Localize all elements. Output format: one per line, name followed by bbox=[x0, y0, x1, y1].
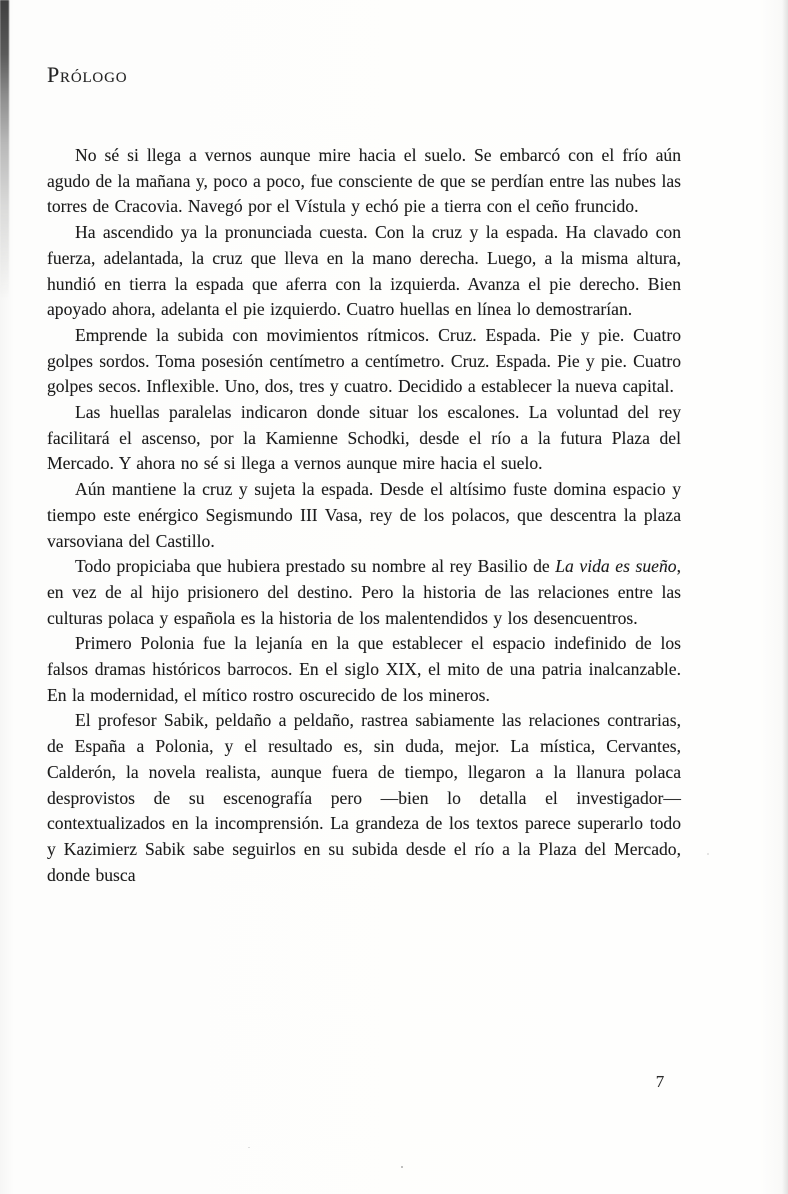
text-segment: Aún mantiene la cruz y sujeta la espada. Desde el altísimo fuste domina espacio y tiempo este enérgico Segismundo III Vasa, rey de los polacos, que descentra la plaza varsoviana del Castillo. bbox=[47, 479, 681, 551]
paragraph bbox=[47, 400, 681, 477]
text-segment: El profesor Sabik, peldaño a peldaño, rastrea sabiamente las relaciones contrarias, de España a Polonia, y el resultado es, sin duda, mejor. La mística, Cervantes, Calderón, la novela realista, aunque fuera de tiempo, llegaron a la llanura polaca desprovistos de su escenografía pero —bien lo detalla el investigador— contextualizados en la incomprensión. La grandeza de los textos parece superarlo todo y Kazimierz Sabik sabe seguirlos en su subida desde el río a la Plaza del Mercado, donde busca bbox=[47, 710, 681, 885]
scan-right-edge-shadow bbox=[782, 0, 788, 1194]
text-segment: Emprende la subida con movimientos rítmicos. Cruz. Espada. Pie y pie. Cuatro golpes sordos. Toma posesión centímetro a centímetro. Cruz. Espada. Pie y pie. Cuatro golpes secos. Inflexible. Uno, dos, tres y cuatro. Decidido a establecer la nueva capital. bbox=[47, 324, 681, 397]
text-segment: Primero Polonia fue la lejanía en la que establecer el espacio indefinido de los falsos dramas históricos barrocos. En el siglo XIX, el mito de una patria inalcanzable. En la modernidad, el mítico rostro oscurecido de los mineros. bbox=[47, 633, 681, 705]
scan-gutter-artifact bbox=[0, 0, 9, 300]
text-segment: Las huellas paralelas indicaron donde situar los escalones. La voluntad del rey facilitará el ascenso, por la Kamienne Schodki, desde el río a la futura Plaza del Mercado. Y ahora no sé si llega a vernos aunque mire hacia el suelo. bbox=[47, 402, 681, 474]
page-title: Prólogo bbox=[47, 62, 128, 87]
scan-speck bbox=[401, 1166, 403, 1168]
paragraph bbox=[47, 631, 681, 708]
text-body bbox=[47, 143, 681, 888]
page-number: 7 bbox=[655, 1072, 665, 1091]
book-title-italic: La vida es sueño bbox=[555, 556, 677, 577]
paragraph bbox=[47, 143, 681, 220]
paragraph bbox=[47, 708, 681, 888]
paragraph bbox=[47, 554, 681, 631]
paragraph bbox=[47, 477, 681, 554]
scan-speck bbox=[707, 853, 709, 855]
text-segment: Ha ascendido ya la pronunciada cuesta. Con la cruz y la espada. Ha clavado con fuerza, adelantada, la cruz que lleva en la mano derecha. Luego, a la misma altura, hundió en tierra la espada que aferra con la izquierda. Avanza el pie derecho. Bien apoyado ahora, adelanta el pie izquierdo. Cuatro huellas en línea lo demostrarían. bbox=[47, 222, 681, 320]
paragraph bbox=[47, 220, 681, 323]
scan-speck bbox=[248, 1147, 250, 1148]
text-segment: , en vez de al hijo prisionero del destino. Pero la historia de las relaciones entre las culturas polaca y española es la historia de los malentendidos y los desencuentros. bbox=[47, 556, 681, 628]
text-segment: Todo propiciaba que hubiera prestado su nombre al rey Basilio de bbox=[75, 556, 556, 577]
paragraph bbox=[47, 323, 681, 400]
text-segment: No sé si llega a vernos aunque mire hacia el suelo. Se embarcó con el frío aún agudo de la mañana y, poco a poco, fue consciente de que se perdían entre las nubes las torres de Cracovia. Navegó por el Vístula y echó pie a tierra con el ceño fruncido. bbox=[47, 145, 681, 217]
